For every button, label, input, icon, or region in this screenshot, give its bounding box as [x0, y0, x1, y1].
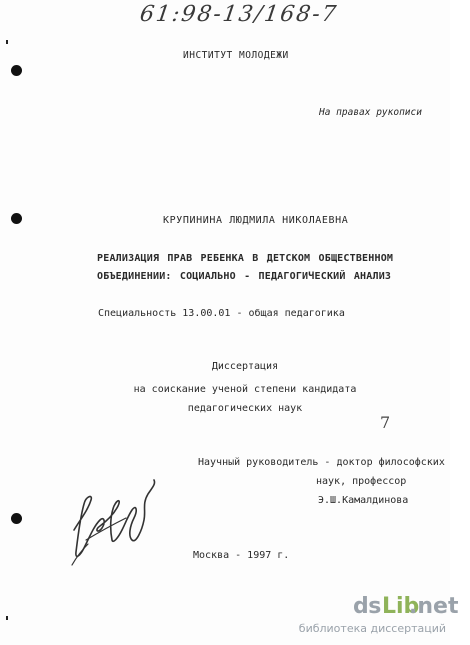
specialty: Специальность 13.00.01 - общая педагогика	[98, 308, 345, 319]
institute-name: ИНСТИТУТ МОЛОДЕЖИ	[183, 50, 289, 61]
watermark-subtitle: библиотека диссертаций	[298, 622, 446, 635]
manuscript-note: На правах рукописи	[319, 107, 422, 118]
supervisor-name: Э.Ш.Камалдинова	[318, 495, 409, 506]
supervisor-line-2: наук, профессор	[316, 476, 407, 487]
supervisor-line-1: Научный руководитель - доктор философских	[198, 457, 445, 468]
city-year: Москва - 1997 г.	[193, 550, 290, 561]
scan-mark	[6, 40, 8, 44]
title-line-2: ОБЪЕДИНЕНИИ: СОЦИАЛЬНО - ПЕДАГОГИЧЕСКИЙ АНАЛИЗ	[97, 271, 392, 282]
handwritten-signature	[66, 470, 161, 575]
dslib-watermark	[268, 594, 459, 642]
dissertation-label: Диссертация	[211, 361, 279, 372]
field-line: педагогических наук	[187, 403, 303, 414]
author-name: КРУПИНИНА ЛЮДМИЛА НИКОЛАЕВНА	[163, 215, 349, 226]
binder-hole	[11, 213, 22, 224]
binder-hole	[11, 513, 22, 524]
watermark-logo: Lib	[382, 594, 420, 619]
degree-line: на соискание ученой степени кандидата	[133, 384, 357, 395]
title-line-1: РЕАЛИЗАЦИЯ ПРАВ РЕБЕНКА В ДЕТСКОМ ОБЩЕСТВЕННОМ	[97, 253, 394, 264]
watermark-logo: .net	[409, 594, 459, 619]
archive-code: 61:98-13/168-7	[138, 2, 340, 27]
binder-hole	[11, 65, 22, 76]
watermark-logo: ds	[353, 594, 381, 619]
scan-mark	[6, 616, 8, 620]
margin-mark: 7	[380, 413, 391, 432]
